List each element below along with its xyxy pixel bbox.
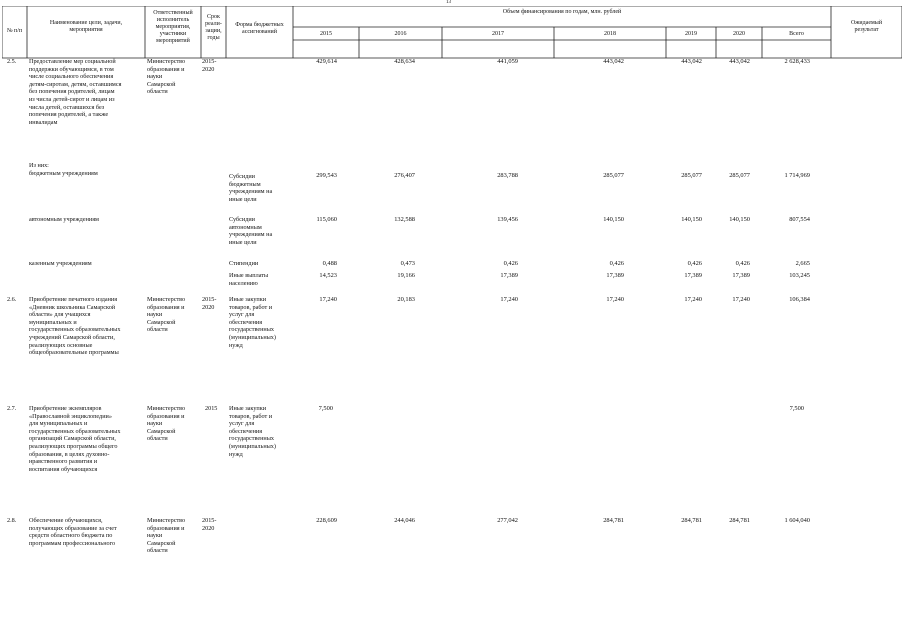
row-2-6-2017: 17,240 (500, 296, 518, 303)
row-2-8-2020: 284,781 (729, 517, 750, 524)
row-other-payments-form: Иные выплаты населению (229, 272, 269, 287)
row-2-7-no: 2.7. (7, 405, 17, 412)
row-budget-total: 1 714,969 (784, 172, 810, 179)
row-2-6-form: Иные закупки товаров, работ и услуг для обеспечения государственных (муниципальных) нужд (229, 296, 276, 349)
col-header-year-2019: 2019 (685, 31, 697, 37)
row-2-7-name: Приобретение экземпляров «Православной энциклопедии» для муниципальных и государственных образовательных организаций Самарской области, реализующих программы общего образования, в целях духовно- нравственного развития и воспитания обучающихся (29, 405, 121, 473)
row-budget-form: Субсидии бюджетным учреждениям на иные цели (229, 173, 273, 203)
col-header-executor: Ответственный исполнитель мероприятия, участники мероприятий (153, 10, 193, 44)
row-budget-2016: 276,407 (394, 172, 415, 179)
col-header-name: Наименование цели, задачи, мероприятия (49, 20, 123, 33)
col-header-year-2015: 2015 (320, 31, 332, 37)
row-2-5-name: Предоставление мер социальной поддержки обучающимся, в том числе социального обеспечения детям-сиротам, детям, оставшимся без попечения родителей, лицам из числа детей-сирот и лицам из числа детей, оставшихся без попечения родителей, а также инвалидам (29, 58, 122, 126)
row-2-5-2020: 443,042 (729, 58, 750, 65)
row-2-8-term: 2015- 2020 (202, 517, 217, 532)
row-other-payments-2018: 17,389 (606, 272, 624, 279)
row-stipend-2016: 0,473 (400, 260, 415, 267)
row-budget-2019: 285,077 (681, 172, 702, 179)
row-2-5-2016: 428,634 (394, 58, 415, 65)
row-2-7-term: 2015 (205, 405, 218, 412)
row-2-5-2017: 441,059 (497, 58, 518, 65)
col-header-term: Срок реали- зации, годы (205, 14, 222, 41)
col-header-volume: Объем финансирования по годам, млн. рублей (502, 9, 622, 15)
row-other-payments-2015: 14,523 (319, 272, 337, 279)
row-stipend-2018: 0,426 (609, 260, 624, 267)
col-header-no: № п/п (6, 28, 23, 34)
row-2-5-total: 2 628,433 (784, 58, 810, 65)
row-budget-2017: 283,788 (497, 172, 518, 179)
row-2-5-executor: Министерство образования и науки Самарской области (147, 58, 186, 96)
financing-table (2, 6, 902, 638)
row-2-7-total: 7,500 (789, 405, 804, 412)
row-other-payments-total: 103,245 (789, 272, 810, 279)
row-2-5-2018: 443,042 (603, 58, 624, 65)
row-stipend-2017: 0,426 (503, 260, 518, 267)
row-2-8-2017: 277,042 (497, 517, 518, 524)
row-2-8-no: 2.8. (7, 517, 17, 524)
page-number: 13 (446, 0, 451, 5)
row-state-name: казенным учреждениям (29, 260, 92, 267)
row-other-payments-2017: 17,389 (500, 272, 518, 279)
row-2-8-2016: 244,046 (394, 517, 415, 524)
col-header-result: Ожидаемый результат (850, 20, 883, 33)
row-2-5-2015: 429,614 (316, 58, 337, 65)
row-autonomous-2018: 140,150 (603, 216, 624, 223)
row-autonomous-form: Субсидии автономным учреждениям на иные цели (229, 216, 273, 246)
row-2-6-2019: 17,240 (684, 296, 702, 303)
col-header-total: Всего (789, 31, 804, 37)
row-autonomous-2019: 140,150 (681, 216, 702, 223)
row-budget-name: Из них: бюджетным учреждениям (29, 162, 98, 177)
row-2-5-2019: 443,042 (681, 58, 702, 65)
row-other-payments-2016: 19,166 (397, 272, 415, 279)
row-autonomous-2016: 132,588 (394, 216, 415, 223)
row-2-8-executor: Министерство образования и науки Самарской области (147, 517, 186, 555)
row-2-5-no: 2.5. (7, 58, 17, 65)
row-budget-2020: 285,077 (729, 172, 750, 179)
row-2-6-total: 106,384 (789, 296, 810, 303)
row-2-5-term: 2015- 2020 (202, 58, 217, 73)
row-2-6-executor: Министерство образования и науки Самарской области (147, 296, 186, 334)
row-2-8-2018: 284,781 (603, 517, 624, 524)
row-stipend-form: Стипендии (229, 260, 259, 267)
row-2-6-name: Приобретение печатного издания «Дневник школьника Самарской области» для учащихся муниципальных и государственных образовательных учреждений Самарской области, реализующих основные общеобразовательные программы (29, 296, 121, 357)
row-2-6-2015: 17,240 (319, 296, 337, 303)
row-2-8-2019: 284,781 (681, 517, 702, 524)
col-header-form: Форма бюджетных ассигнований (235, 22, 284, 35)
row-2-6-no: 2.6. (7, 296, 17, 303)
row-autonomous-2017: 139,456 (497, 216, 518, 223)
col-header-year-2018: 2018 (604, 31, 616, 37)
row-stipend-2020: 0,426 (735, 260, 750, 267)
row-autonomous-2015: 115,060 (316, 216, 337, 223)
row-other-payments-2020: 17,389 (732, 272, 750, 279)
row-2-6-term: 2015- 2020 (202, 296, 217, 311)
row-2-6-2016: 20,183 (397, 296, 415, 303)
row-2-7-2015: 7,500 (318, 405, 333, 412)
row-2-6-2020: 17,240 (732, 296, 750, 303)
row-2-7-executor: Министерство образования и науки Самарской области (147, 405, 186, 443)
row-2-7-form: Иные закупки товаров, работ и услуг для обеспечения государственных (муниципальных) нужд (229, 405, 276, 458)
row-budget-2018: 285,077 (603, 172, 624, 179)
row-budget-2015: 299,543 (316, 172, 337, 179)
row-autonomous-2020: 140,150 (729, 216, 750, 223)
row-2-8-total: 1 604,040 (784, 517, 810, 524)
row-other-payments-2019: 17,389 (684, 272, 702, 279)
col-header-year-2020: 2020 (733, 31, 745, 37)
row-autonomous-name: автономным учреждениям (29, 216, 99, 223)
row-stipend-total: 2,665 (795, 260, 810, 267)
row-2-8-2015: 228,609 (316, 517, 337, 524)
row-2-8-name: Обеспечение обучающихся, получающих образование за счет средств областного бюджета по программам профессионального (29, 517, 117, 547)
col-header-year-2017: 2017 (492, 31, 504, 37)
row-2-6-2018: 17,240 (606, 296, 624, 303)
col-header-year-2016: 2016 (394, 31, 407, 37)
row-stipend-2015: 0,488 (322, 260, 337, 267)
row-autonomous-total: 807,554 (789, 216, 810, 223)
row-stipend-2019: 0,426 (687, 260, 702, 267)
